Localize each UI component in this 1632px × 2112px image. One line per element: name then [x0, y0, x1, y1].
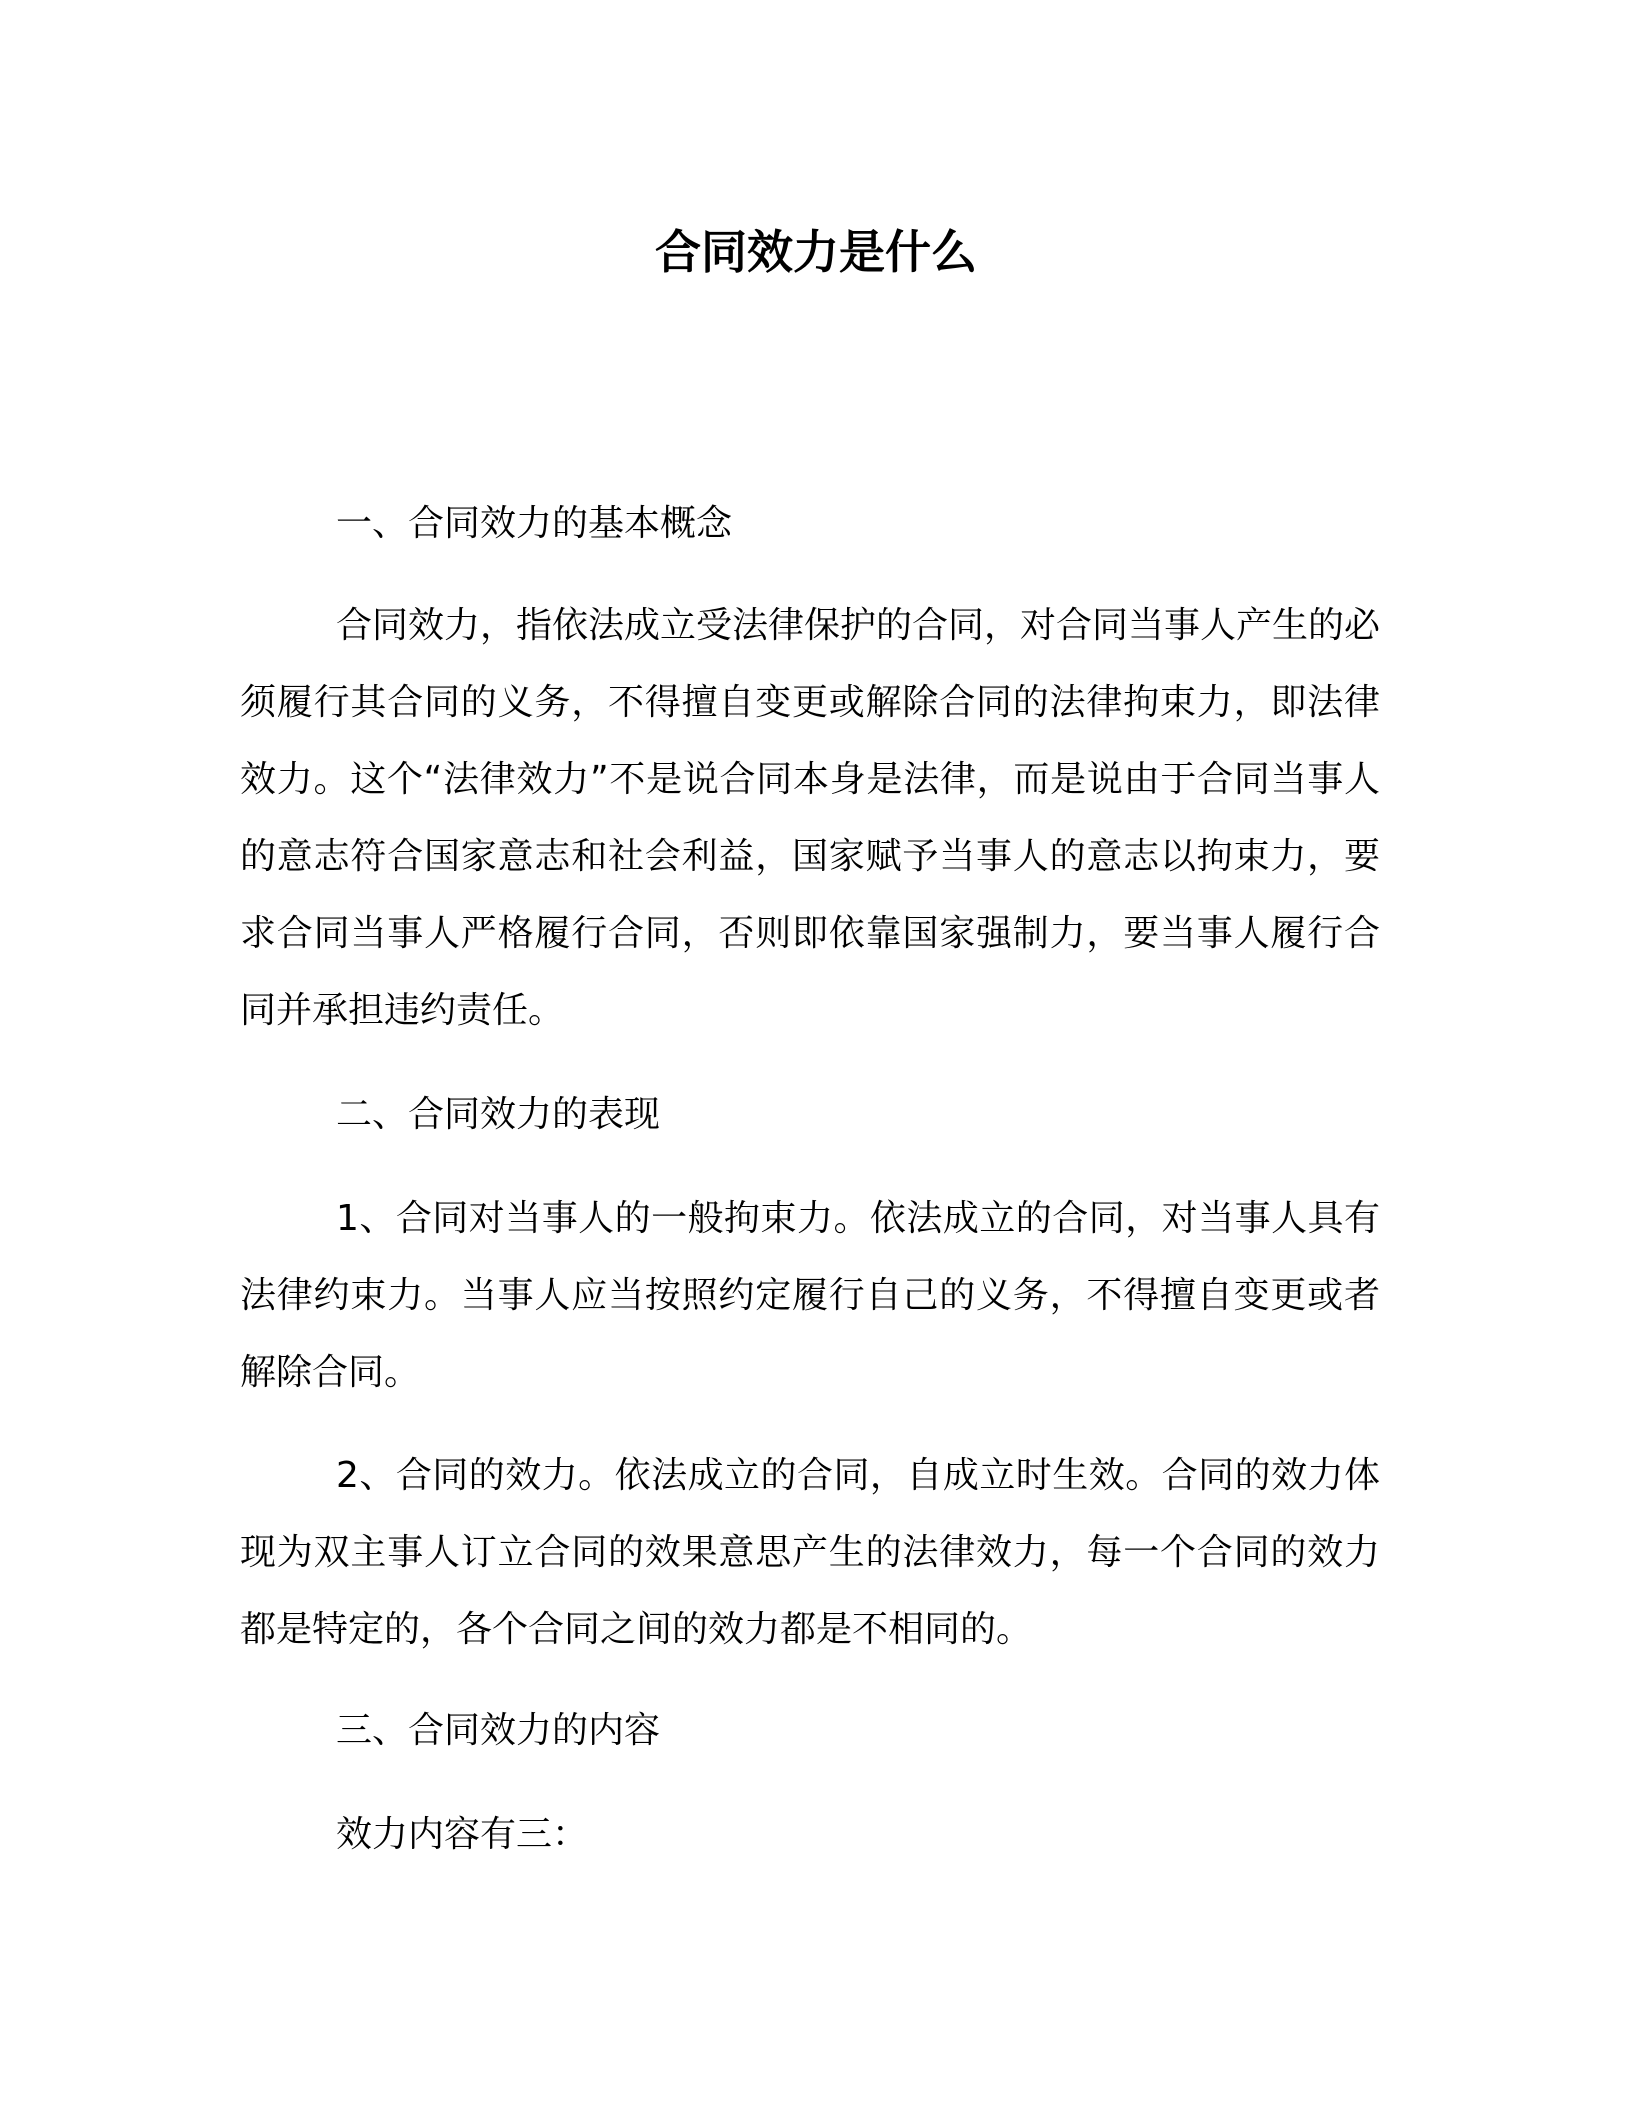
section-heading-1: 一、合同效力的基本概念: [336, 503, 733, 544]
section-3-lead: 效力内容有三：: [336, 1814, 589, 1855]
section-heading-3: 三、合同效力的内容: [336, 1710, 661, 1751]
section-2-paragraph-2: 2、合同的效力。依法成立的合同，自成立时生效。合同的效力体现为双主事人订立合同的效果意思产生的法律效力，每一个合同的效力都是特定的，各个合同之间的效力都是不相同的。: [240, 1455, 1380, 1650]
section-heading-2: 二、合同效力的表现: [336, 1094, 661, 1135]
section-1-paragraph: 合同效力，指依法成立受法律保护的合同，对合同当事人产生的必须履行其合同的义务，不得擅自变更或解除合同的法律拘束力，即法律效力。这个“法律效力”不是说合同本身是法律，而是说由于合同当事人的意志符合国家意志和社会利益，国家赋予当事人的意志以拘束力，要求合同当事人严格履行合同，否则即依靠国家强制力，要当事人履行合同并承担违约责任。: [240, 605, 1381, 1031]
section-2-paragraph-1: 1、合同对当事人的一般拘束力。依法成立的合同，对当事人具有法律约束力。当事人应当按照约定履行自己的义务，不得擅自变更或者解除合同。: [240, 1198, 1380, 1393]
document-title: 合同效力是什么: [655, 225, 977, 279]
